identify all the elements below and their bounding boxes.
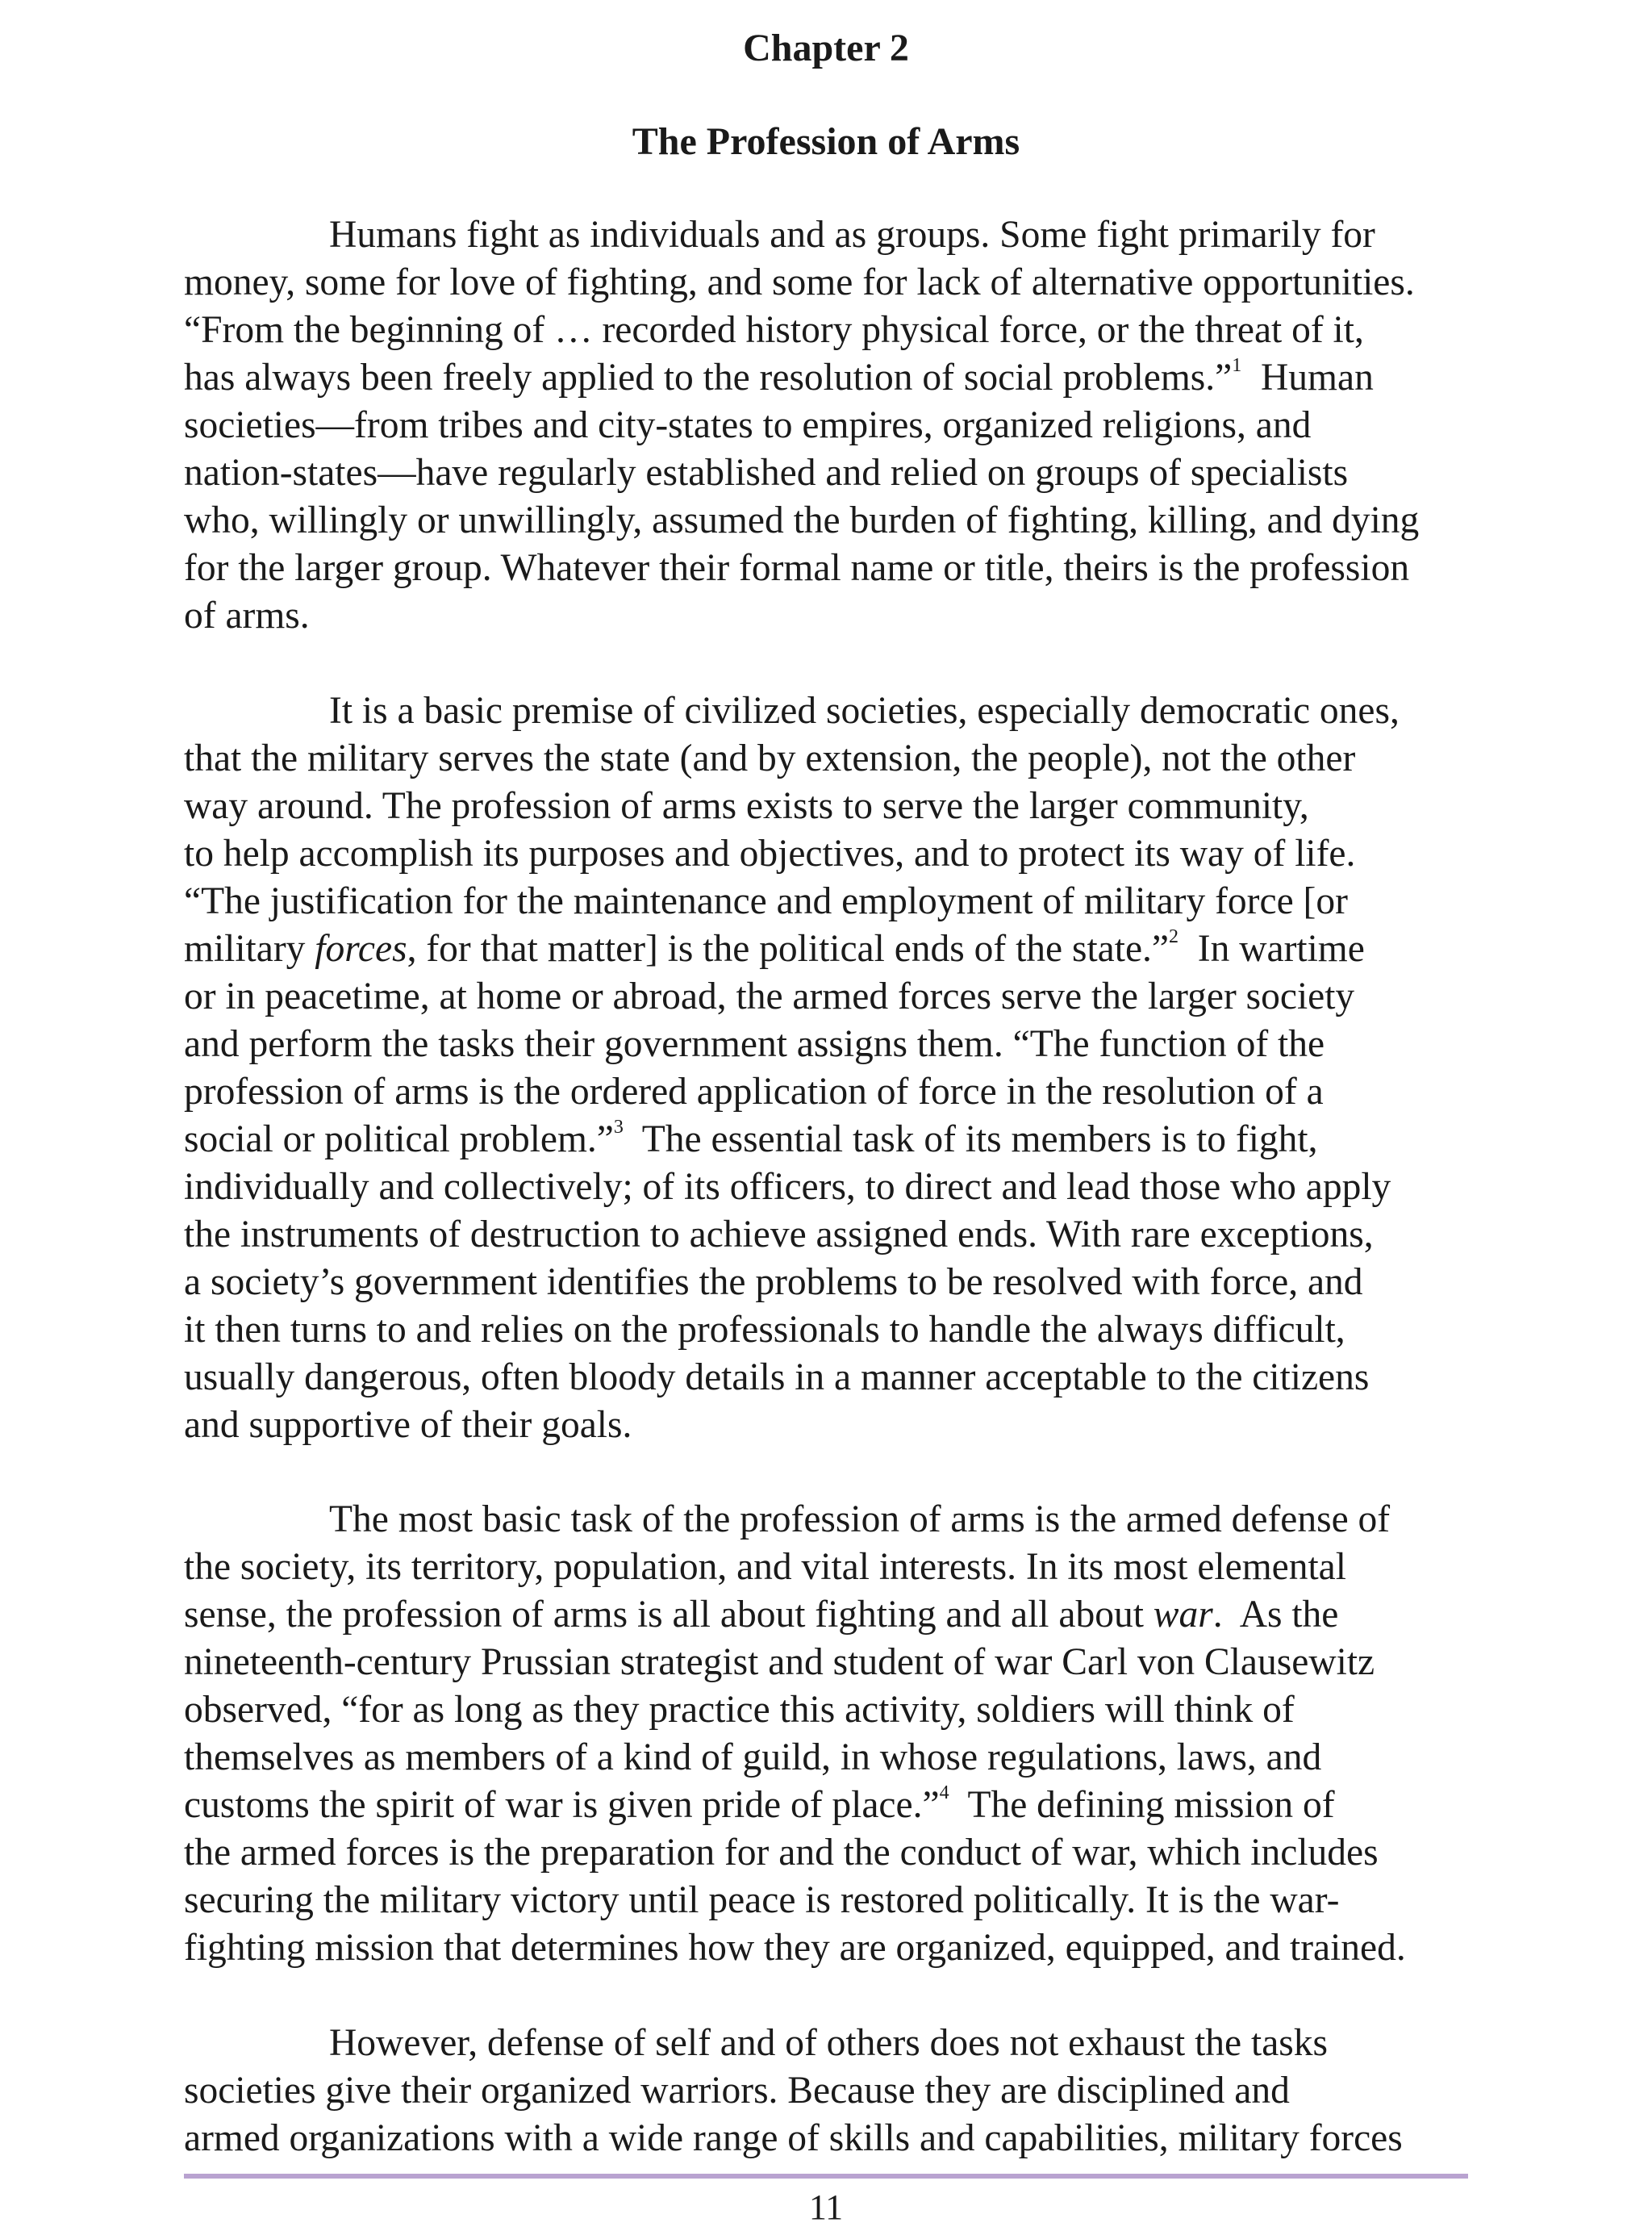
text-line: societies give their organized warriors. Because they are disciplined and: [184, 2070, 1290, 2112]
paragraph-4: [184, 2020, 1475, 2162]
text-line: to help accomplish its purposes and objectives, and to protect its way of life.: [184, 833, 1356, 875]
text-line: usually dangerous, often bloody details in a manner acceptable to the citizens: [184, 1356, 1370, 1398]
text-line: [184, 1116, 1475, 1164]
paragraph-3: [184, 1496, 1475, 1972]
text-line: the society, its territory, population, and vital interests. In its most elemental: [184, 1546, 1346, 1588]
text-line: [184, 354, 1475, 402]
text-line: and perform the tasks their government assigns them. “The function of the: [184, 1023, 1325, 1065]
text-line: armed organizations with a wide range of skills and capabilities, military forces: [184, 2117, 1403, 2159]
text-run: social or political problem.”: [184, 1118, 614, 1160]
text-line: for the larger group. Whatever their formal name or title, theirs is the profession: [184, 547, 1410, 589]
paragraph-1: [184, 211, 1475, 640]
text-line: or in peacetime, at home or abroad, the armed forces serve the larger society: [184, 976, 1355, 1017]
chapter-title: The Profession of Arms: [632, 120, 1020, 163]
text-line: [184, 925, 1475, 973]
text-run: , for that matter] is the political ends of the state.”: [407, 928, 1170, 970]
text-line: Humans fight as individuals and as groups. Some fight primarily for: [329, 214, 1375, 256]
text-line: [184, 1782, 1475, 1829]
text-run: Human: [1241, 357, 1374, 399]
text-line: money, some for love of fighting, and some for lack of alternative opportunities.: [184, 261, 1415, 303]
emphasis-text: war: [1153, 1594, 1213, 1636]
text-line: nation-states—have regularly established and relied on groups of specialists: [184, 452, 1349, 494]
text-run: The essential task of its members is to fight,: [623, 1118, 1318, 1160]
text-run: sense, the profession of arms is all about fighting and all about: [184, 1594, 1153, 1636]
text-run: In wartime: [1179, 928, 1365, 970]
text-line: it then turns to and relies on the professionals to handle the always difficult,: [184, 1309, 1345, 1351]
text-line: of arms.: [184, 595, 310, 637]
emphasis-text: forces: [315, 928, 407, 970]
text-line: the instruments of destruction to achieve assigned ends. With rare exceptions,: [184, 1214, 1374, 1255]
text-run: has always been freely applied to the resolution of social problems.”: [184, 357, 1233, 399]
text-line: fighting mission that determines how they are organized, equipped, and trained.: [184, 1927, 1406, 1969]
footer-rule: [184, 2174, 1468, 2179]
text-line: themselves as members of a kind of guild, in whose regulations, laws, and: [184, 1736, 1322, 1778]
footnote-marker: 3: [613, 1117, 624, 1138]
text-run: customs the spirit of war is given pride of place.”: [184, 1784, 940, 1826]
paragraph-2: [184, 687, 1475, 1449]
text-line: The most basic task of the profession of arms is the armed defense of: [329, 1498, 1391, 1540]
text-line: societies—from tribes and city-states to empires, organized religions, and: [184, 404, 1312, 446]
text-line: securing the military victory until peace is restored politically. It is the war-: [184, 1879, 1340, 1921]
text-line: that the military serves the state (and by extension, the people), not the other: [184, 737, 1356, 779]
text-line: way around. The profession of arms exists to serve the larger community,: [184, 785, 1309, 827]
text-line: the armed forces is the preparation for and the conduct of war, which includes: [184, 1832, 1379, 1874]
text-line: who, willingly or unwillingly, assumed the burden of fighting, killing, and dying: [184, 499, 1420, 541]
footnote-marker: 1: [1232, 355, 1242, 377]
footnote-marker: 4: [939, 1782, 949, 1804]
text-line: profession of arms is the ordered application of force in the resolution of a: [184, 1071, 1324, 1113]
text-line: and supportive of their goals.: [184, 1404, 632, 1446]
chapter-label: Chapter 2: [743, 27, 909, 69]
text-line: “The justification for the maintenance and employment of military force [or: [184, 880, 1348, 922]
page-number: 11: [808, 2187, 844, 2227]
text-line: nineteenth-century Prussian strategist and student of war Carl von Clausewitz: [184, 1641, 1375, 1683]
text-line: a society’s government identifies the problems to be resolved with force, and: [184, 1261, 1363, 1303]
text-run: The defining mission of: [949, 1784, 1335, 1826]
text-line: “From the beginning of … recorded history physical force, or the threat of it,: [184, 309, 1364, 351]
text-line: However, defense of self and of others does not exhaust the tasks: [329, 2022, 1329, 2064]
text-run: . As the: [1212, 1594, 1339, 1636]
text-line: observed, “for as long as they practice this activity, soldiers will think of: [184, 1689, 1295, 1731]
text-line: It is a basic premise of civilized societies, especially democratic ones,: [329, 690, 1400, 732]
text-line: individually and collectively; of its officers, to direct and lead those who apply: [184, 1166, 1391, 1208]
text-run: military: [184, 928, 315, 970]
footnote-marker: 2: [1169, 926, 1179, 948]
text-line: [184, 1591, 1475, 1639]
